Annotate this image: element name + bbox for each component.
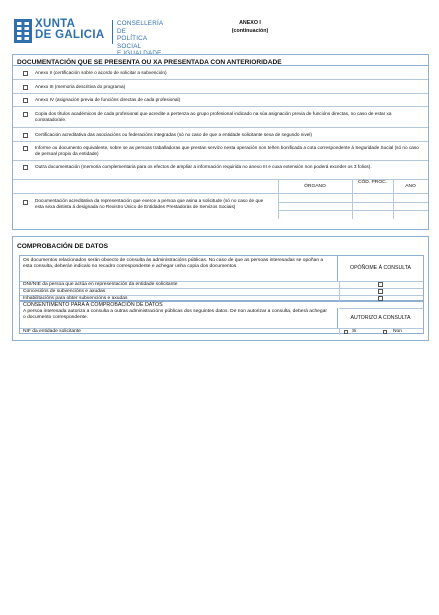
dept-line3: E IGUALDADE <box>117 50 162 58</box>
doc-item-text: Anexo III (memoria descritiva do programa) <box>35 84 126 89</box>
oppose-item: DNI/NIE da persoa que actúa en representación da entidade solicitante <box>23 282 178 287</box>
doc-row <box>13 142 428 161</box>
doc-row <box>13 161 428 180</box>
oppose-table <box>19 255 424 301</box>
doc-item-text: Copia dos títulos académicos de cada profesional que acredite a pertenza ao grupo profesional indicado na súa asignación previa de funcións directas, no caso de estar xa contratado/a/e. <box>35 111 392 122</box>
doc-checkbox[interactable] <box>23 200 28 205</box>
grid-header-proc-code: CÓD. PROC. <box>357 180 388 185</box>
doc-checkbox[interactable] <box>23 98 28 103</box>
doc-item-text: Informe ou documento equivalente, sobre se as persoas traballadoras que prestan servizo nesta operación non teñen bonificada a cota correspondente á Seguridade Social (só no caso de persoal propio da entidade) <box>35 145 419 156</box>
doc-checkbox[interactable] <box>23 71 28 76</box>
authorize-item: NIF da entidade solicitante <box>23 329 81 334</box>
doc-item-text: Anexo IV (asignación previa de funcións directas de cada profesional) <box>35 97 181 102</box>
doc-item-text: Outra documentación (memoria complementaria para os efectos de ampliar a información requirida no anexo III e cuxa extensión non poderá exceder os 3 folios). <box>35 164 372 169</box>
xunta-logo <box>14 18 164 58</box>
dept-line1: CONSELLERÍA DE <box>117 20 163 35</box>
authorize-yes-label: Si <box>352 329 357 334</box>
logo-divider <box>112 20 113 44</box>
annex-title: ANEXO I <box>239 20 261 26</box>
oppose-item: Inhabilitacións para obter subvencións e axudas <box>23 295 128 301</box>
doc-row <box>13 80 428 94</box>
doc-row <box>13 66 428 80</box>
department-name <box>117 20 164 58</box>
verification-title: COMPROBACIÓN DE DATOS <box>17 243 108 250</box>
authorize-header: AUTORIZO A CONSULTA <box>337 308 423 328</box>
logo-text <box>35 19 104 41</box>
logo-line1: XUNTA <box>35 18 76 30</box>
registry-code-input[interactable] <box>353 194 392 219</box>
dept-line2: POLÍTICA SOCIAL <box>117 35 147 50</box>
doc-checkbox[interactable] <box>23 133 28 138</box>
doc-item-text: Anexo II (certificación sobre o acordo de solicitar a subvención) <box>35 70 167 75</box>
registry-organ-input[interactable] <box>279 194 351 219</box>
doc-checkbox[interactable] <box>23 85 28 90</box>
consent-table <box>19 301 424 334</box>
doc-row <box>13 107 428 128</box>
doc-item-text: Certificación acreditativa das asociacións ou federacións integradas (só no caso de que a entidade solicitante sexa de segundo nivel) <box>35 132 312 137</box>
doc-row <box>13 194 428 219</box>
annex-subtitle: (continuación) <box>231 27 269 34</box>
authorize-no-checkbox[interactable] <box>383 330 387 334</box>
authorize-no-label: Non <box>393 329 402 334</box>
documentation-section <box>12 54 429 230</box>
consent-title: CONSENTIMENTO PARA A COMPROBACIÓN DE DATOS <box>23 302 163 308</box>
oppose-item: Concesións de subvencións e axudas <box>23 289 106 294</box>
documentation-title: DOCUMENTACIÓN QUE SE PRESENTA OU XA PRESENTADA CON ANTERIORIDADE <box>13 55 428 66</box>
doc-checkbox[interactable] <box>23 165 28 170</box>
doc-row <box>13 128 428 142</box>
oppose-checkbox[interactable] <box>378 289 383 294</box>
verification-section <box>12 236 429 341</box>
verification-intro: Os documentos relacionados serán obxecto de consulta ás administracións públicas. No caso de que as persoas interesadas se opoñan a esta consulta, deberán indicalo no recadro correspondente e achegar unha copia dos documentos. <box>23 258 324 269</box>
oppose-header: OPÓÑOME Á CONSULTA <box>337 256 423 281</box>
registry-grid-header <box>13 180 428 194</box>
doc-item-text: Documentación acreditativa da representación que exerce a persoa que asina a solicitude (só no caso de que esta sexa distinta á designada no Rexistro Único de Entidades Prestadoras de Servizos Sociais) <box>35 198 264 209</box>
doc-row <box>13 94 428 107</box>
registry-year-input[interactable] <box>394 194 428 219</box>
grid-header-year: ANO <box>405 184 416 189</box>
consent-text: A persoa interesada autoriza a consulta a outras administracións públicas dos seguintes datos. De non autorizar a consulta, deberá achegar o documento correspondente. <box>23 309 327 320</box>
grid-header-organ: ÓRGANO <box>304 184 326 189</box>
doc-checkbox[interactable] <box>23 146 28 151</box>
authorize-yes-checkbox[interactable] <box>344 330 348 334</box>
logo-line2: DE GALICIA <box>35 29 105 41</box>
xunta-emblem-icon <box>14 19 32 43</box>
oppose-checkbox[interactable] <box>378 282 383 287</box>
doc-checkbox[interactable] <box>23 112 28 117</box>
annex-heading <box>200 20 300 35</box>
